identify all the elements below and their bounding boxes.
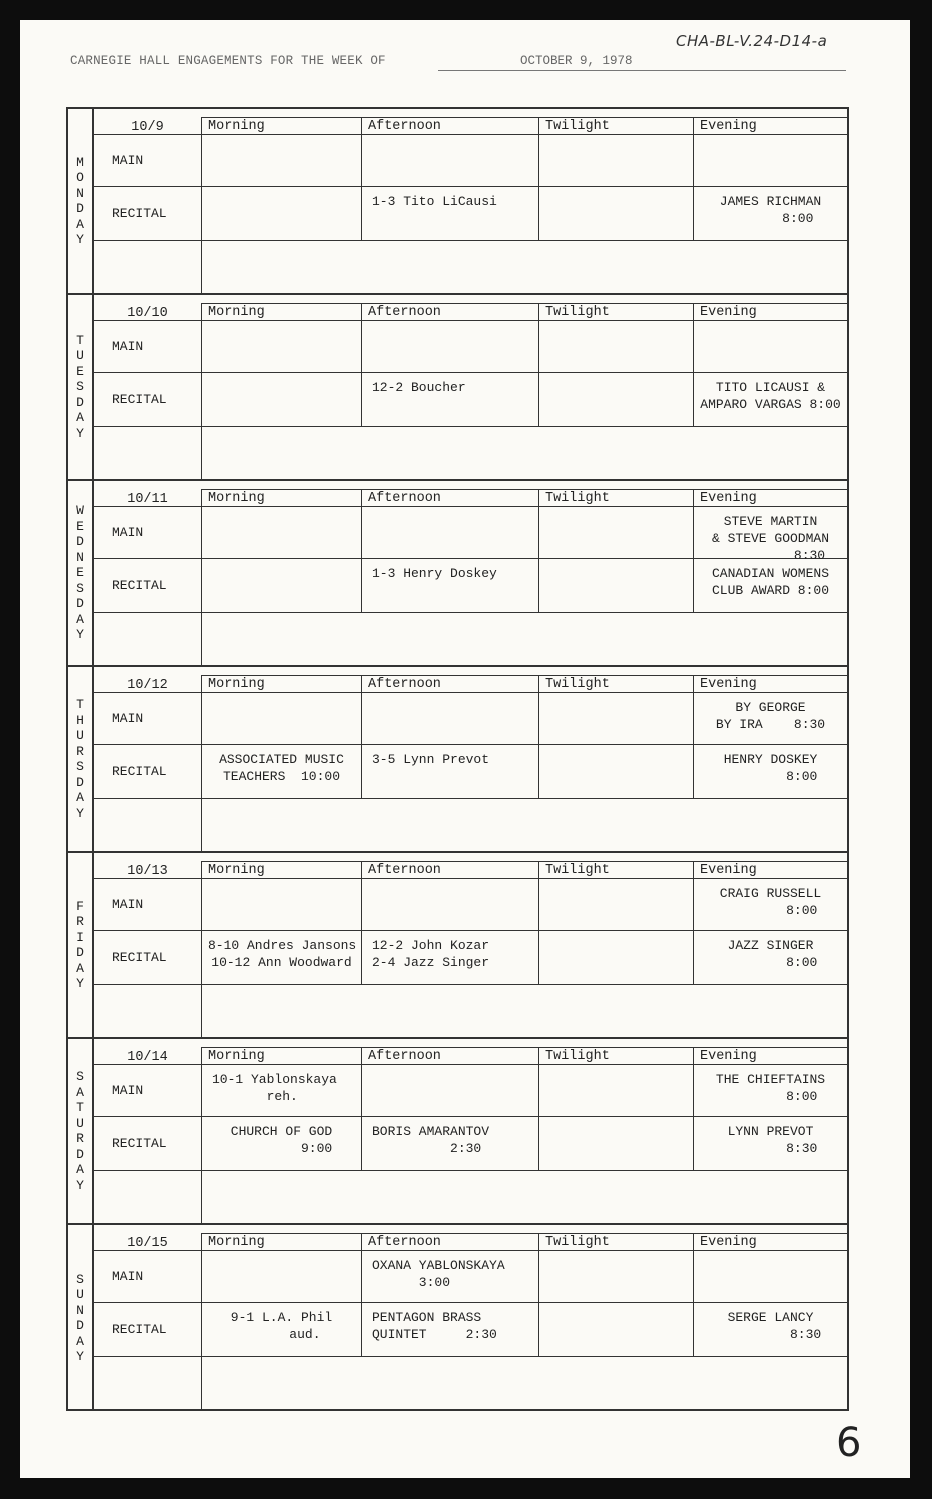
cell-main-afternoon — [361, 879, 538, 931]
cell-main-evening: BY GEORGE BY IRA 8:30 — [693, 693, 847, 745]
day-block-friday — [68, 853, 847, 1039]
cell-main-afternoon: OXANA YABLONSKAYA 3:00 — [361, 1251, 538, 1303]
column-header-afternoon: Afternoon — [361, 675, 538, 693]
cell-recital-twilight — [538, 931, 693, 985]
cell-recital-afternoon: 1-3 Henry Doskey — [361, 559, 538, 613]
cell-main-twilight — [538, 321, 693, 373]
row-label-main: MAIN — [94, 879, 201, 931]
column-header-afternoon: Afternoon — [361, 117, 538, 135]
cell-recital-afternoon: 1-3 Tito LiCausi — [361, 187, 538, 241]
column-header-evening: Evening — [693, 861, 847, 879]
cell-main-afternoon — [361, 507, 538, 559]
cell-recital-evening: CANADIAN WOMENS CLUB AWARD 8:00 — [693, 559, 847, 613]
cell-recital-morning — [201, 187, 361, 241]
cell-main-morning — [201, 321, 361, 373]
cell-recital-twilight — [538, 1117, 693, 1171]
cell-recital-twilight — [538, 373, 693, 427]
cell-recital-afternoon: 12-2 John Kozar 2-4 Jazz Singer — [361, 931, 538, 985]
cell-main-morning: 10-1 Yablonskaya reh. — [201, 1065, 361, 1117]
cell-recital-evening: HENRY DOSKEY 8:00 — [693, 745, 847, 799]
day-name-vertical: T U E S D A Y — [68, 295, 94, 479]
cell-recital-afternoon: PENTAGON BRASS QUINTET 2:30 — [361, 1303, 538, 1357]
day-block-wednesday — [68, 481, 847, 667]
column-header-evening: Evening — [693, 303, 847, 321]
column-header-morning: Morning — [201, 117, 361, 135]
column-header-afternoon: Afternoon — [361, 489, 538, 507]
cell-main-morning — [201, 879, 361, 931]
row-label-main: MAIN — [94, 135, 201, 187]
header-title: CARNEGIE HALL ENGAGEMENTS FOR THE WEEK OF — [70, 54, 386, 68]
cell-recital-evening: JAZZ SINGER 8:00 — [693, 931, 847, 985]
day-name-vertical: W E D N E S D A Y — [68, 481, 94, 665]
cell-main-twilight — [538, 507, 693, 559]
cell-main-twilight — [538, 879, 693, 931]
column-header-twilight: Twilight — [538, 489, 693, 507]
cell-main-twilight — [538, 1065, 693, 1117]
row-label-main: MAIN — [94, 507, 201, 559]
cell-recital-morning: ASSOCIATED MUSIC TEACHERS 10:00 — [201, 745, 361, 799]
notes-label-cell — [94, 1357, 201, 1409]
notes-label-cell — [94, 241, 201, 293]
row-label-recital: RECITAL — [94, 931, 201, 985]
column-header-afternoon: Afternoon — [361, 1233, 538, 1251]
cell-recital-morning — [201, 373, 361, 427]
day-date: 10/10 — [94, 303, 201, 321]
cell-recital-afternoon: 3-5 Lynn Prevot — [361, 745, 538, 799]
column-header-twilight: Twilight — [538, 675, 693, 693]
day-name-vertical: F R I D A Y — [68, 853, 94, 1037]
cell-main-morning — [201, 1251, 361, 1303]
date-underline — [438, 70, 846, 71]
cell-main-afternoon — [361, 135, 538, 187]
column-header-twilight: Twilight — [538, 861, 693, 879]
day-name-vertical: T H U R S D A Y — [68, 667, 94, 851]
cell-main-evening: STEVE MARTIN & STEVE GOODMAN 8:30 — [693, 507, 847, 559]
day-block-saturday — [68, 1039, 847, 1225]
column-header-twilight: Twilight — [538, 303, 693, 321]
row-label-main: MAIN — [94, 1251, 201, 1303]
day-date: 10/9 — [94, 117, 201, 135]
row-label-recital: RECITAL — [94, 1303, 201, 1357]
column-header-morning: Morning — [201, 303, 361, 321]
notes-cell — [201, 241, 847, 293]
row-label-recital: RECITAL — [94, 559, 201, 613]
document-page — [20, 20, 910, 1478]
row-label-recital: RECITAL — [94, 1117, 201, 1171]
cell-main-evening: CRAIG RUSSELL 8:00 — [693, 879, 847, 931]
cell-recital-evening: SERGE LANCY 8:30 — [693, 1303, 847, 1357]
column-header-afternoon: Afternoon — [361, 1047, 538, 1065]
cell-recital-morning: 8-10 Andres Jansons 10-12 Ann Woodward — [201, 931, 361, 985]
cell-main-morning — [201, 693, 361, 745]
row-label-recital: RECITAL — [94, 745, 201, 799]
week-date: OCTOBER 9, 1978 — [520, 54, 633, 68]
column-header-evening: Evening — [693, 1233, 847, 1251]
column-header-evening: Evening — [693, 675, 847, 693]
row-label-recital: RECITAL — [94, 187, 201, 241]
column-header-afternoon: Afternoon — [361, 303, 538, 321]
cell-main-afternoon — [361, 1065, 538, 1117]
cell-main-afternoon — [361, 693, 538, 745]
notes-cell — [201, 1357, 847, 1409]
cell-recital-afternoon: 12-2 Boucher — [361, 373, 538, 427]
cell-recital-afternoon: BORIS AMARANTOV 2:30 — [361, 1117, 538, 1171]
cell-main-afternoon — [361, 321, 538, 373]
cell-main-evening — [693, 321, 847, 373]
cell-recital-morning: CHURCH OF GOD 9:00 — [201, 1117, 361, 1171]
cell-recital-twilight — [538, 559, 693, 613]
notes-label-cell — [94, 799, 201, 851]
row-label-main: MAIN — [94, 693, 201, 745]
day-block-monday — [68, 109, 847, 295]
cell-main-evening — [693, 1251, 847, 1303]
cell-main-morning — [201, 507, 361, 559]
column-header-twilight: Twilight — [538, 1047, 693, 1065]
day-name-vertical: M O N D A Y — [68, 109, 94, 293]
cell-recital-morning — [201, 559, 361, 613]
day-date: 10/13 — [94, 861, 201, 879]
day-name-vertical: S U N D A Y — [68, 1225, 94, 1411]
archive-id: CHA-BL-V.24-D14-a — [676, 32, 828, 50]
day-date: 10/14 — [94, 1047, 201, 1065]
row-label-recital: RECITAL — [94, 373, 201, 427]
day-name-vertical: S A T U R D A Y — [68, 1039, 94, 1223]
column-header-evening: Evening — [693, 489, 847, 507]
cell-main-twilight — [538, 135, 693, 187]
day-block-tuesday — [68, 295, 847, 481]
notes-cell — [201, 985, 847, 1037]
schedule-grid — [66, 107, 849, 1411]
notes-cell — [201, 1171, 847, 1223]
notes-label-cell — [94, 985, 201, 1037]
cell-main-evening — [693, 135, 847, 187]
cell-recital-evening: TITO LICAUSI & AMPARO VARGAS 8:00 — [693, 373, 847, 427]
day-date: 10/12 — [94, 675, 201, 693]
cell-main-morning — [201, 135, 361, 187]
day-block-sunday — [68, 1225, 847, 1411]
notes-cell — [201, 799, 847, 851]
cell-recital-morning: 9-1 L.A. Phil aud. — [201, 1303, 361, 1357]
day-date: 10/11 — [94, 489, 201, 507]
column-header-morning: Morning — [201, 675, 361, 693]
cell-recital-twilight — [538, 1303, 693, 1357]
column-header-morning: Morning — [201, 861, 361, 879]
notes-label-cell — [94, 1171, 201, 1223]
cell-recital-evening: JAMES RICHMAN 8:00 — [693, 187, 847, 241]
day-block-thursday — [68, 667, 847, 853]
cell-recital-twilight — [538, 745, 693, 799]
cell-recital-evening: LYNN PREVOT 8:30 — [693, 1117, 847, 1171]
cell-main-twilight — [538, 1251, 693, 1303]
row-label-main: MAIN — [94, 321, 201, 373]
notes-label-cell — [94, 613, 201, 665]
cell-recital-twilight — [538, 187, 693, 241]
notes-label-cell — [94, 427, 201, 479]
column-header-evening: Evening — [693, 117, 847, 135]
row-label-main: MAIN — [94, 1065, 201, 1117]
notes-cell — [201, 427, 847, 479]
cell-main-twilight — [538, 693, 693, 745]
column-header-twilight: Twilight — [538, 1233, 693, 1251]
column-header-afternoon: Afternoon — [361, 861, 538, 879]
column-header-morning: Morning — [201, 489, 361, 507]
cell-main-evening: THE CHIEFTAINS 8:00 — [693, 1065, 847, 1117]
column-header-twilight: Twilight — [538, 117, 693, 135]
day-date: 10/15 — [94, 1233, 201, 1251]
column-header-morning: Morning — [201, 1233, 361, 1251]
column-header-evening: Evening — [693, 1047, 847, 1065]
notes-cell — [201, 613, 847, 665]
page-number: 6 — [836, 1420, 862, 1466]
column-header-morning: Morning — [201, 1047, 361, 1065]
